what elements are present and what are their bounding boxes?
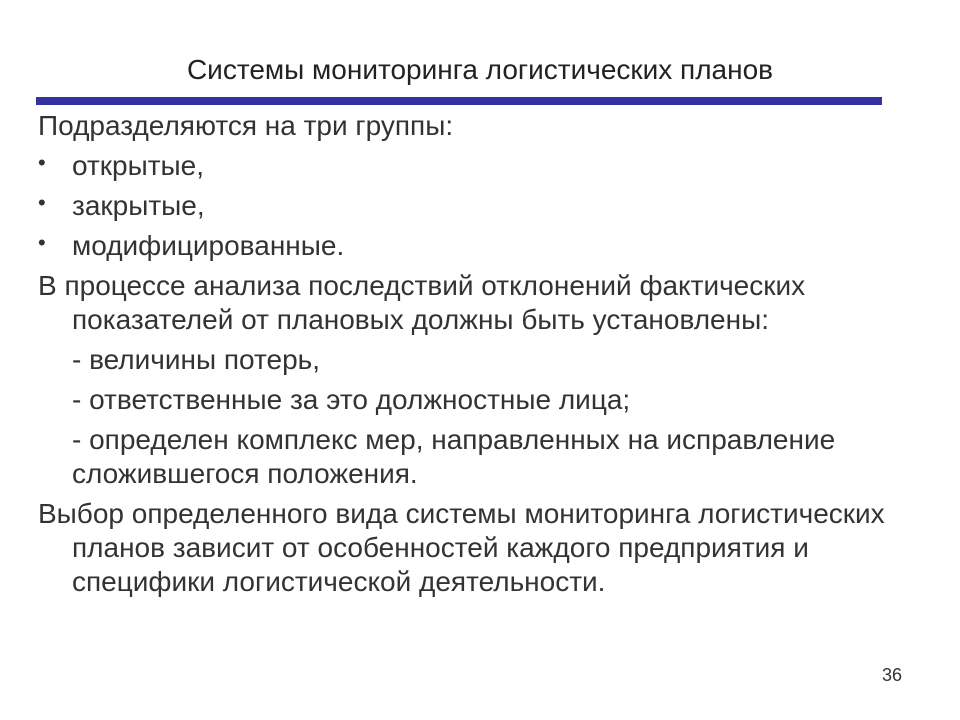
page-number: 36 bbox=[881, 665, 902, 685]
list-item bbox=[38, 229, 928, 263]
bullet-icon: • bbox=[38, 150, 46, 175]
list-item-text: закрытые, bbox=[72, 190, 205, 221]
group-list bbox=[38, 149, 928, 263]
list-item: - величины потерь, bbox=[72, 344, 321, 375]
list-item: - ответственные за это должностные лица; bbox=[72, 384, 631, 415]
list-item bbox=[38, 149, 928, 183]
list-item: - определен комплекс мер, направленных на исправление сложившегося положения. bbox=[72, 424, 836, 489]
bullet-icon: • bbox=[38, 190, 46, 215]
conclusion-text: Выбор определенного вида системы мониторинга логистических планов зависит от особенностей каждого предприятия и специфики логистической деятельности. bbox=[38, 498, 885, 597]
analysis-list bbox=[38, 343, 928, 491]
intro-text: Подразделяются на три группы: bbox=[38, 110, 454, 141]
list-item-text: модифицированные. bbox=[72, 230, 345, 261]
list-item-text: открытые, bbox=[72, 150, 205, 181]
title-underline bbox=[36, 97, 882, 105]
analysis-text: В процессе анализа последствий отклонений фактических показателей от плановых должны быть установлены: bbox=[38, 270, 806, 335]
list-item bbox=[38, 189, 928, 223]
slide-title: Системы мониторинга логистических планов bbox=[186, 54, 774, 85]
slide-body bbox=[38, 109, 928, 605]
bullet-icon: • bbox=[38, 230, 46, 255]
